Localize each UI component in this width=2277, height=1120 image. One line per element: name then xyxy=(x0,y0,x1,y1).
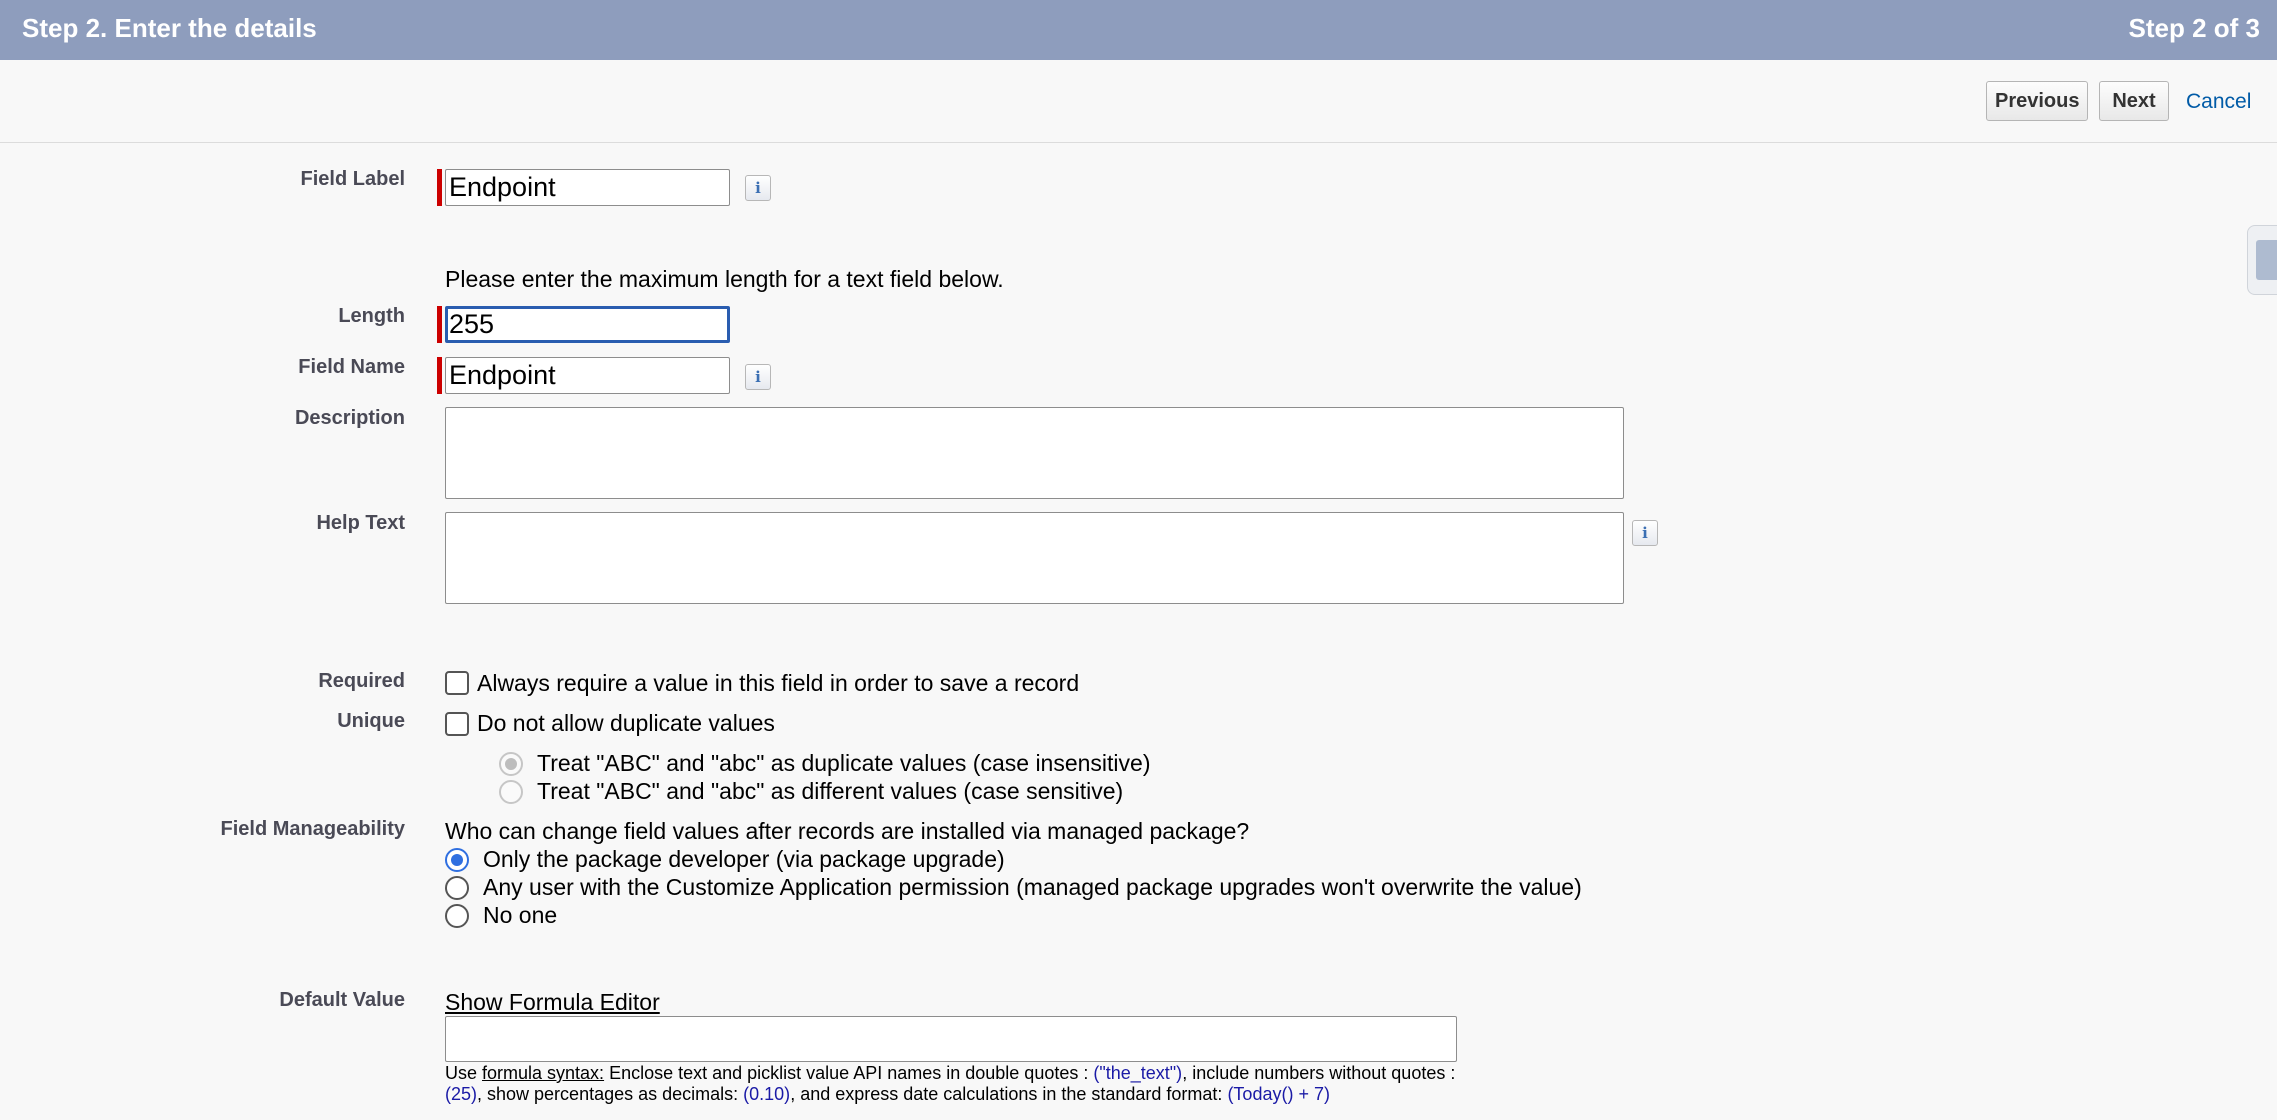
required-checkbox-text: Always require a value in this field in order to save a record xyxy=(477,670,1080,696)
radio-selected-dot xyxy=(505,758,517,770)
case-sensitive-radio[interactable] xyxy=(499,780,523,804)
length-input[interactable] xyxy=(445,306,730,343)
case-insensitive-radio[interactable] xyxy=(499,752,523,776)
description-label: Description xyxy=(294,407,405,429)
manageability-any-user-text: Any user with the Customize Application permission (managed package upgrades won't overwrite the value) xyxy=(483,874,1582,900)
info-icon[interactable]: i xyxy=(745,175,771,201)
field-label-input[interactable] xyxy=(445,169,730,206)
show-formula-editor-link[interactable]: Show Formula Editor xyxy=(445,989,660,1015)
manageability-no-one-radio[interactable] xyxy=(445,904,469,928)
field-label-label: Field Label xyxy=(300,168,405,190)
required-label: Required xyxy=(318,670,405,692)
manageability-developer-text: Only the package developer (via package upgrade) xyxy=(483,846,1005,872)
default-value-label: Default Value xyxy=(279,989,405,1011)
help-prefix: Use xyxy=(445,1063,483,1083)
required-indicator xyxy=(437,357,442,394)
required-indicator xyxy=(437,306,442,343)
length-label: Length xyxy=(338,305,405,327)
help-part3: , show percentages as decimals: xyxy=(477,1084,744,1104)
required-indicator xyxy=(437,169,442,206)
length-intro-text: Please enter the maximum length for a text field below. xyxy=(445,266,1004,292)
case-sensitive-text: Treat "ABC" and "abc" as different values (case sensitive) xyxy=(537,778,1124,804)
info-icon[interactable]: i xyxy=(745,364,771,390)
side-panel-toggle[interactable] xyxy=(2247,225,2277,295)
formula-syntax-link[interactable]: formula syntax: xyxy=(482,1063,605,1083)
help-part4: , and express date calculations in the standard format: xyxy=(790,1084,1228,1104)
cancel-link[interactable]: Cancel xyxy=(2186,90,2252,113)
help-part2: , include numbers without quotes : xyxy=(1182,1063,1456,1083)
example-percent: (0.10) xyxy=(743,1084,791,1104)
required-checkbox[interactable] xyxy=(445,671,469,695)
help-part1: Enclose text and picklist value API names in double quotes : xyxy=(604,1063,1094,1083)
example-text: ("the_text") xyxy=(1093,1063,1183,1083)
step-indicator: Step 2 of 3 xyxy=(2128,13,2260,43)
description-textarea[interactable] xyxy=(445,407,1624,499)
previous-button[interactable]: Previous xyxy=(1986,81,2088,121)
field-name-input[interactable] xyxy=(445,357,730,394)
manageability-developer-radio[interactable] xyxy=(445,848,469,872)
unique-checkbox-text: Do not allow duplicate values xyxy=(477,710,775,736)
button-bar xyxy=(0,60,2277,143)
info-icon[interactable]: i xyxy=(1632,520,1658,546)
page-header xyxy=(0,0,2277,60)
chevron-left-icon xyxy=(2256,240,2277,280)
next-button[interactable]: Next xyxy=(2099,81,2169,121)
help-text-textarea[interactable] xyxy=(445,512,1624,604)
example-date: (Today() + 7) xyxy=(1227,1084,1330,1104)
example-number: (25) xyxy=(445,1084,478,1104)
page-title: Step 2. Enter the details xyxy=(22,13,317,43)
unique-checkbox[interactable] xyxy=(445,712,469,736)
manageability-any-user-radio[interactable] xyxy=(445,876,469,900)
manageability-question: Who can change field values after records are installed via managed package? xyxy=(445,818,1250,844)
field-name-label: Field Name xyxy=(298,356,405,378)
unique-label: Unique xyxy=(337,710,405,732)
field-manageability-label: Field Manageability xyxy=(220,818,405,840)
formula-help-text xyxy=(445,1063,1460,1105)
radio-selected-dot xyxy=(451,854,463,866)
manageability-no-one-text: No one xyxy=(483,902,558,928)
default-value-textarea[interactable] xyxy=(445,1016,1457,1062)
case-insensitive-text: Treat "ABC" and "abc" as duplicate values (case insensitive) xyxy=(537,750,1151,776)
help-text-label: Help Text xyxy=(316,512,405,534)
